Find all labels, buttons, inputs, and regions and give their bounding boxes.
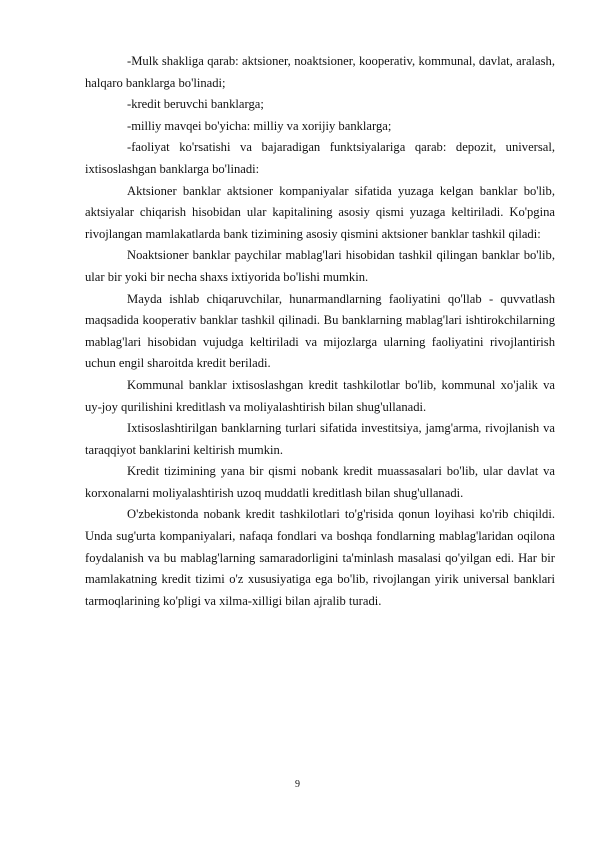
text-body	[85, 51, 555, 612]
paragraph-communal-banks: Kommunal banklar ixtisoslashgan kredit tashkilotlar bo'lib, kommunal xo'jalik va uy-joy qurilishini kreditlash va moliyalashtirish bilan shug'ullanadi.	[85, 377, 555, 414]
paragraph-non-joint-stock-banks: Noaktsioner banklar paychilar mablag'lari hisobidan tashkil qilingan banklar bo'lib, ular bir yoki bir necha shaxs ixtiyorida bo'lishi mumkin.	[85, 248, 555, 284]
paragraph-functions: -faoliyat ko'rsatishi va bajaradigan funktsiyalariga qarab: depozit, universal, ixtisoslashgan banklarga bo'linadi:	[85, 140, 555, 176]
page-number: 9	[295, 779, 300, 790]
paragraph-ownership-types: -Mulk shakliga qarab: aktsioner, noaktsioner, kooperativ, kommunal, davlat, aralash, halqaro banklarga bo'linadi;	[85, 54, 555, 90]
paragraph-national-status: -milliy mavqei bo'yicha: milliy va xorijiy banklarga;	[127, 118, 392, 133]
paragraph-uzbekistan-law: O'zbekistonda nobank kredit tashkilotlari to'g'risida qonun loyihasi ko'rib chiqildi. Unda sug'urta kompaniyalari, nafaqa fondlari va boshqa fondlarning mablag'laridan oqilona foydalanish va bu mablag'larning samaradorligini ta'minlash masalasi qo'yilgan edi. Har bir mamlakatning kredit tizimi o'z xususiyatiga ega bo'lib, rivojlangan yirik universal banklari tarmoqlarining ko'pligi va xilma-xilligi bilan ajralib turadi.	[85, 507, 555, 608]
paragraph-cooperative-banks: Mayda ishlab chiqaruvchilar, hunarmandlarning faoliyatini qo'llab - quvvatlash maqsadida kooperativ banklar tashkil qilinadi. Bu banklarning mablag'lari ishtirokchilarning mablag'lari hisobidan vujudga keltiriladi va mijozlarga ularning faoliyatini rivojlantirish uchun engil sharoitda kredit beriladi.	[85, 291, 555, 371]
paragraph-joint-stock-banks: Aktsioner banklar aktsioner kompaniyalar sifatida yuzaga kelgan banklar bo'lib, aktsiyalar chiqarish hisobidan ular kapitalining asosiy qismi yuzaga keltiriladi. Ko'pgina rivojlangan mamlakatlarda bank tizimining asosiy qismini aktsioner banklar tashkil qiladi:	[85, 183, 555, 241]
paragraph-specialized-banks: Ixtisoslashtirilgan banklarning turlari sifatida investitsiya, jamg'arma, rivojlanish va taraqqiyot banklarini keltirish mumkin.	[85, 421, 555, 457]
paragraph-non-bank-institutions: Kredit tizimining yana bir qismi nobank kredit muassasalari bo'lib, ular davlat va korxonalarni moliyalashtirish uzoq muddatli kreditlash bilan shug'ullanadi.	[85, 464, 555, 500]
paragraph-lending-banks: -kredit beruvchi banklarga;	[127, 97, 264, 112]
